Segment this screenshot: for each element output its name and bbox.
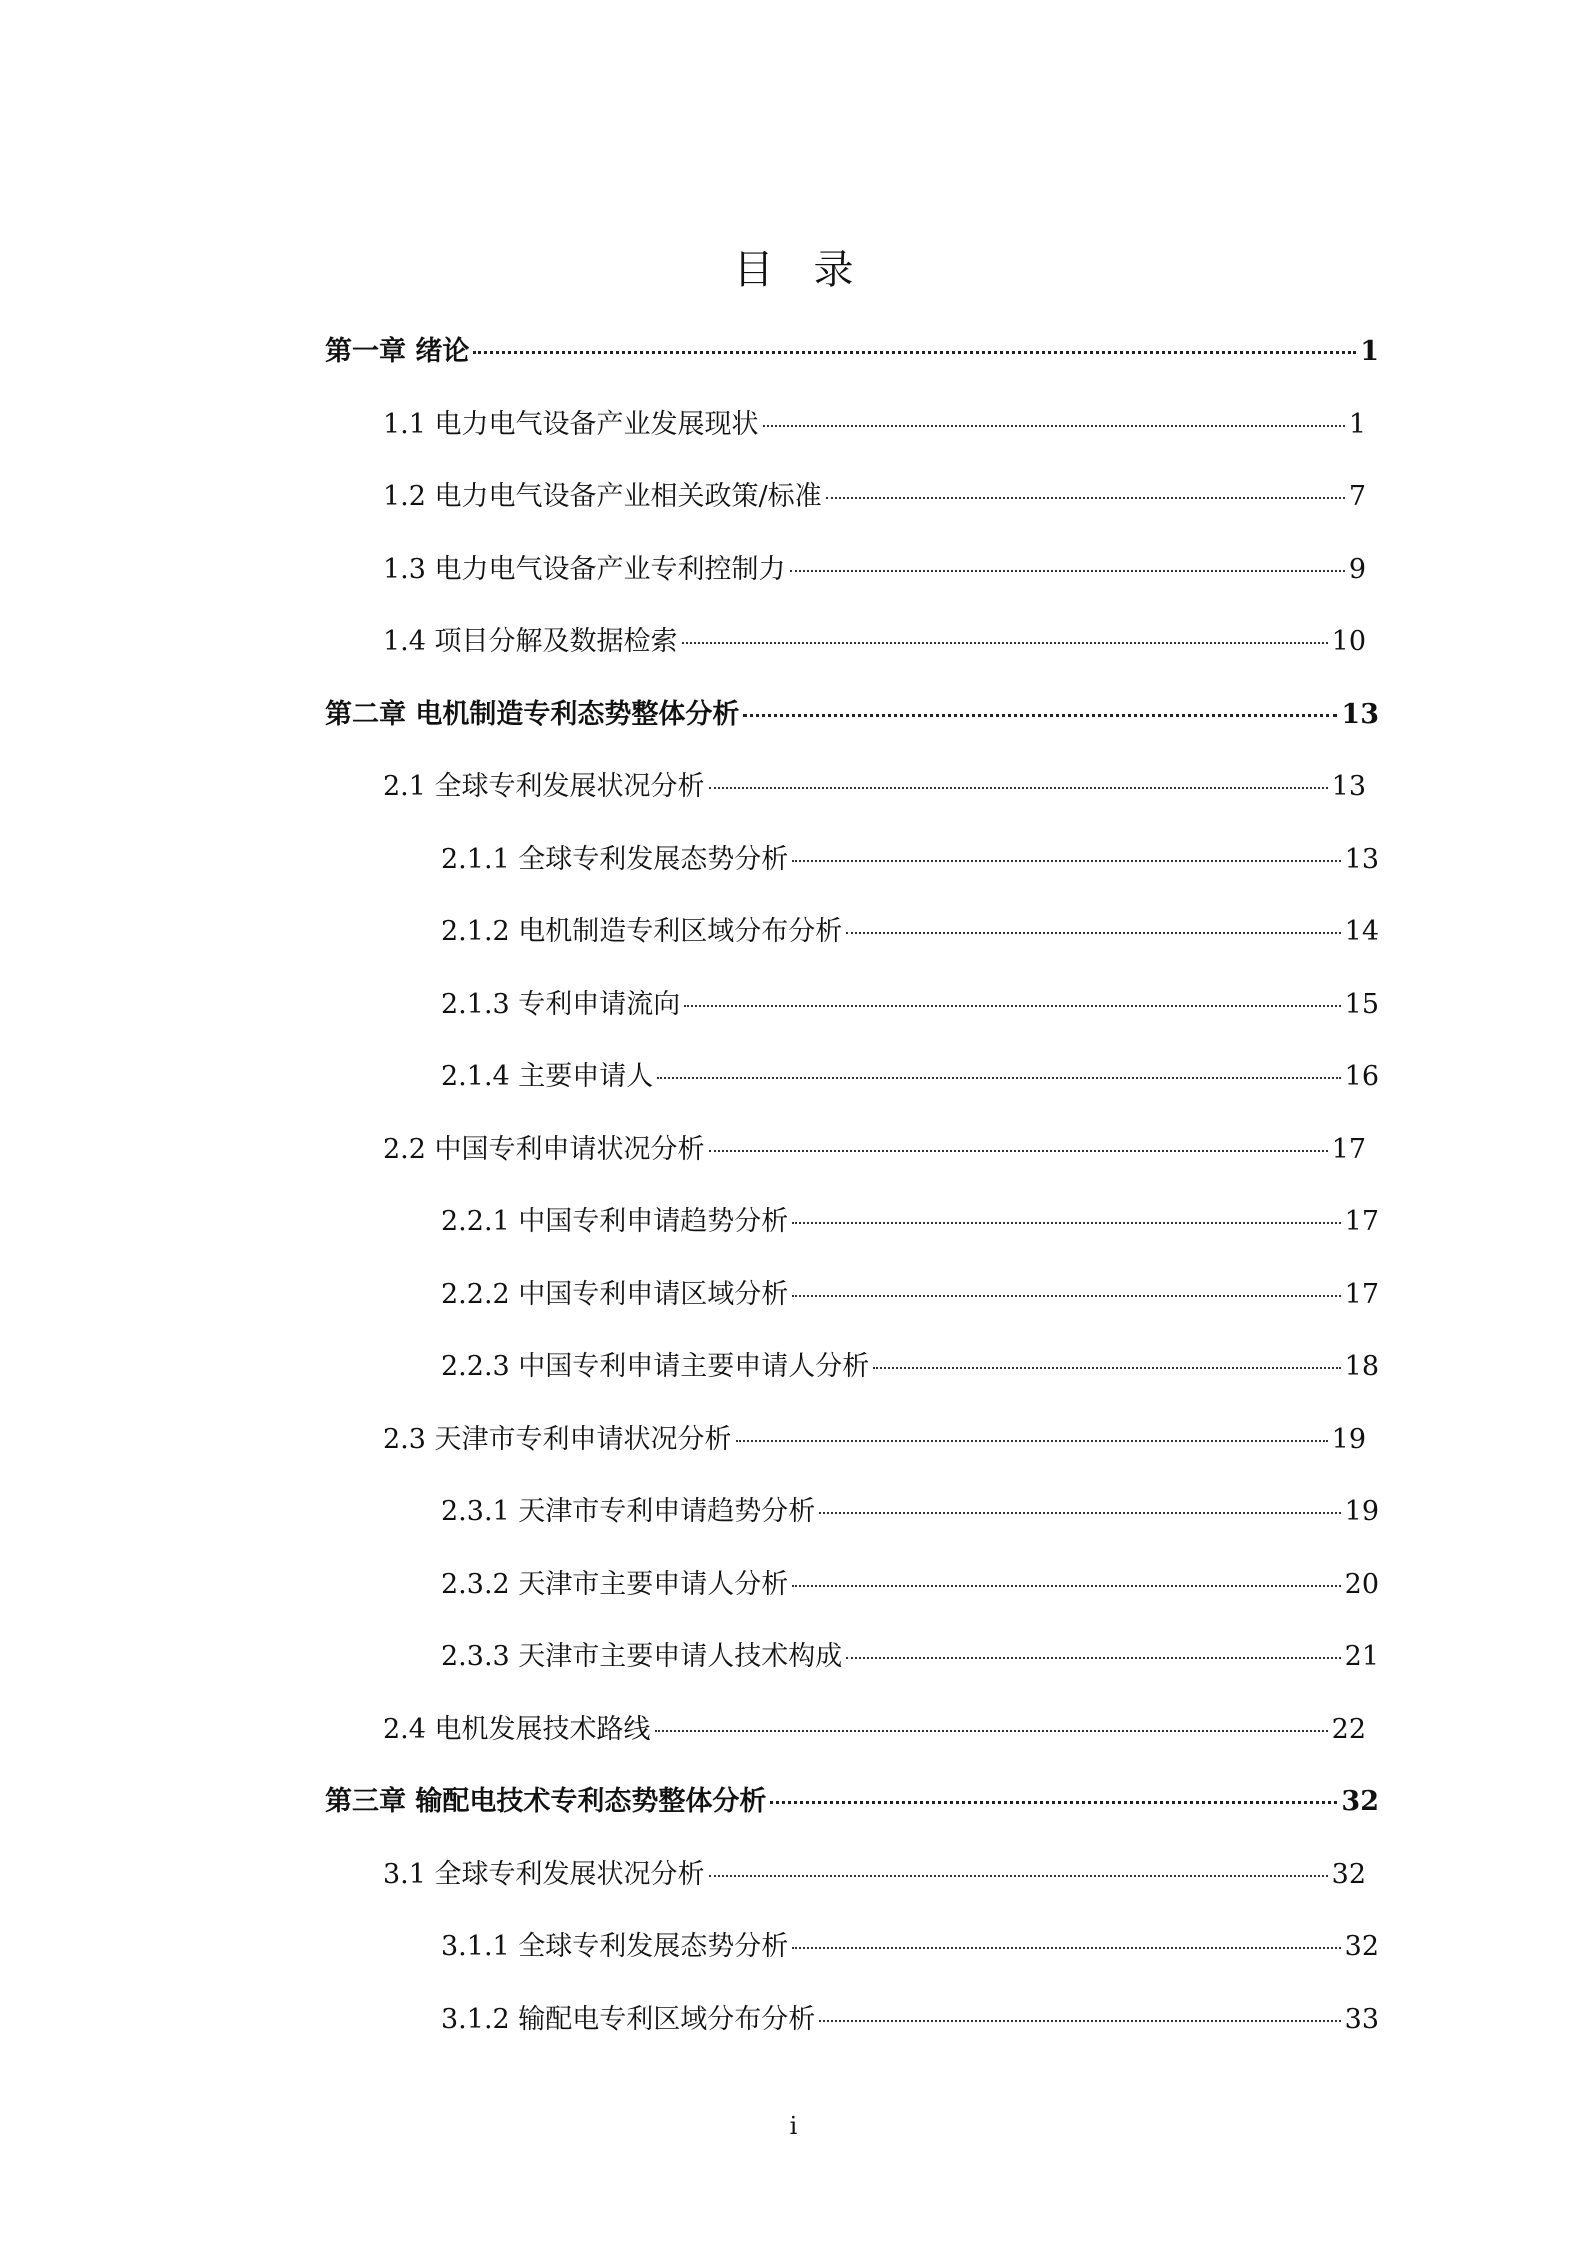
toc-entry-label: 2.3.1 天津市专利申请趋势分析: [441, 1496, 816, 1527]
toc-entry-label: 第二章 电机制造专利态势整体分析: [325, 699, 740, 730]
toc-chapter-entry[interactable]: [325, 330, 1379, 374]
toc-entry-page: 32: [1341, 1786, 1379, 1817]
toc-entry-label: 3.1.1 全球专利发展态势分析: [441, 1931, 789, 1962]
toc-entry-label: 3.1.2 输配电专利区域分布分析: [441, 2004, 816, 2035]
toc-entry-page: 1: [1348, 409, 1366, 440]
toc-dot-leader: [846, 1657, 1340, 1659]
toc-entry-label: 2.1.3 专利申请流向: [441, 989, 681, 1020]
toc-section-entry[interactable]: [383, 1128, 1366, 1172]
toc-subsection-entry[interactable]: [441, 1490, 1379, 1534]
toc-dot-leader: [792, 860, 1340, 862]
toc-subsection-entry[interactable]: [441, 1925, 1379, 1969]
toc-subsection-entry[interactable]: [441, 1635, 1379, 1679]
toc-section-entry[interactable]: [383, 1418, 1366, 1462]
toc-section-entry[interactable]: [383, 475, 1366, 519]
toc-entry-page: 20: [1344, 1569, 1379, 1600]
toc-entry-label: 2.2 中国专利申请状况分析: [383, 1134, 705, 1165]
toc-entry-page: 32: [1344, 1931, 1379, 1962]
toc-dot-leader: [819, 1512, 1340, 1514]
toc-dot-leader: [709, 1150, 1328, 1152]
toc-entry-label: 2.2.2 中国专利申请区域分析: [441, 1279, 789, 1310]
toc-entry-label: 2.1.2 电机制造专利区域分布分析: [441, 916, 843, 947]
toc-dot-leader: [846, 932, 1340, 934]
toc-entry-page: 32: [1331, 1859, 1366, 1890]
toc-entry-label: 2.3.2 天津市主要申请人分析: [441, 1569, 789, 1600]
toc-dot-leader: [743, 714, 1337, 717]
toc-entry-page: 9: [1348, 554, 1366, 585]
toc-entry-page: 33: [1344, 2004, 1379, 2035]
toc-entry-page: 19: [1331, 1424, 1366, 1455]
toc-chapter-entry[interactable]: [325, 1780, 1379, 1824]
toc-entry-label: 第三章 输配电技术专利态势整体分析: [325, 1786, 767, 1817]
toc-section-entry[interactable]: [383, 765, 1366, 809]
toc-entry-label: 2.1.4 主要申请人: [441, 1061, 654, 1092]
toc-entry-page: 1: [1360, 336, 1379, 367]
toc-section-entry[interactable]: [383, 620, 1366, 664]
toc-dot-leader: [790, 570, 1345, 572]
page-number: i: [789, 2112, 798, 2140]
toc-entry-label: 3.1 全球专利发展状况分析: [383, 1859, 705, 1890]
toc-entry-page: 18: [1344, 1351, 1379, 1382]
toc-section-entry[interactable]: [383, 1708, 1366, 1752]
toc-subsection-entry[interactable]: [441, 910, 1379, 954]
toc-entry-label: 1.4 项目分解及数据检索: [383, 626, 678, 657]
toc-entry-page: 15: [1344, 989, 1379, 1020]
toc-subsection-entry[interactable]: [441, 1998, 1379, 2042]
toc-dot-leader: [736, 1440, 1328, 1442]
toc-entry-page: 17: [1344, 1206, 1379, 1237]
toc-dot-leader: [819, 2020, 1340, 2022]
toc-subsection-entry[interactable]: [441, 838, 1379, 882]
toc-subsection-entry[interactable]: [441, 1563, 1379, 1607]
toc-dot-leader: [709, 1875, 1328, 1877]
toc-section-entry[interactable]: [383, 403, 1366, 447]
toc-entry-page: 13: [1341, 699, 1379, 730]
toc-entry-label: 2.1.1 全球专利发展态势分析: [441, 844, 789, 875]
toc-entry-page: 13: [1331, 771, 1366, 802]
toc-entry-label: 1.1 电力电气设备产业发展现状: [383, 409, 759, 440]
toc-dot-leader: [792, 1295, 1340, 1297]
toc-chapter-entry[interactable]: [325, 693, 1379, 737]
toc-dot-leader: [770, 1801, 1337, 1804]
toc-entry-label: 2.2.3 中国专利申请主要申请人分析: [441, 1351, 870, 1382]
toc-entry-page: 21: [1344, 1641, 1379, 1672]
toc-entry-label: 2.3.3 天津市主要申请人技术构成: [441, 1641, 843, 1672]
toc-entry-page: 13: [1344, 844, 1379, 875]
toc-subsection-entry[interactable]: [441, 1055, 1379, 1099]
toc-dot-leader: [684, 1005, 1340, 1007]
page-title: 目录: [733, 247, 894, 293]
toc-dot-leader: [792, 1947, 1340, 1949]
toc-dot-leader: [826, 497, 1345, 499]
toc-dot-leader: [873, 1367, 1340, 1369]
toc-entry-page: 16: [1344, 1061, 1379, 1092]
toc-section-entry[interactable]: [383, 548, 1366, 592]
toc-entry-page: 14: [1344, 916, 1379, 947]
toc-subsection-entry[interactable]: [441, 1345, 1379, 1389]
toc-subsection-entry[interactable]: [441, 1200, 1379, 1244]
toc-entry-page: 17: [1344, 1279, 1379, 1310]
toc-dot-leader: [657, 1077, 1340, 1079]
toc-subsection-entry[interactable]: [441, 1273, 1379, 1317]
toc-entry-page: 10: [1331, 626, 1366, 657]
toc-entry-label: 第一章 绪论: [325, 336, 470, 367]
toc-dot-leader: [763, 425, 1345, 427]
toc-entry-page: 7: [1348, 481, 1366, 512]
toc-subsection-entry[interactable]: [441, 983, 1379, 1027]
toc-entry-label: 1.2 电力电气设备产业相关政策/标准: [383, 481, 822, 512]
toc-dot-leader: [682, 642, 1328, 644]
toc-entry-page: 22: [1331, 1714, 1366, 1745]
toc-dot-leader: [709, 787, 1328, 789]
toc-entry-label: 2.3 天津市专利申请状况分析: [383, 1424, 732, 1455]
toc-entry-page: 19: [1344, 1496, 1379, 1527]
toc-section-entry[interactable]: [383, 1853, 1366, 1897]
toc-entry-label: 2.1 全球专利发展状况分析: [383, 771, 705, 802]
toc-dot-leader: [473, 351, 1356, 354]
toc-entry-page: 17: [1331, 1134, 1366, 1165]
toc-dot-leader: [792, 1585, 1340, 1587]
toc-dot-leader: [655, 1730, 1328, 1732]
toc-entry-label: 1.3 电力电气设备产业专利控制力: [383, 554, 786, 585]
toc-entry-label: 2.2.1 中国专利申请趋势分析: [441, 1206, 789, 1237]
toc-entry-label: 2.4 电机发展技术路线: [383, 1714, 651, 1745]
toc-dot-leader: [792, 1222, 1340, 1224]
